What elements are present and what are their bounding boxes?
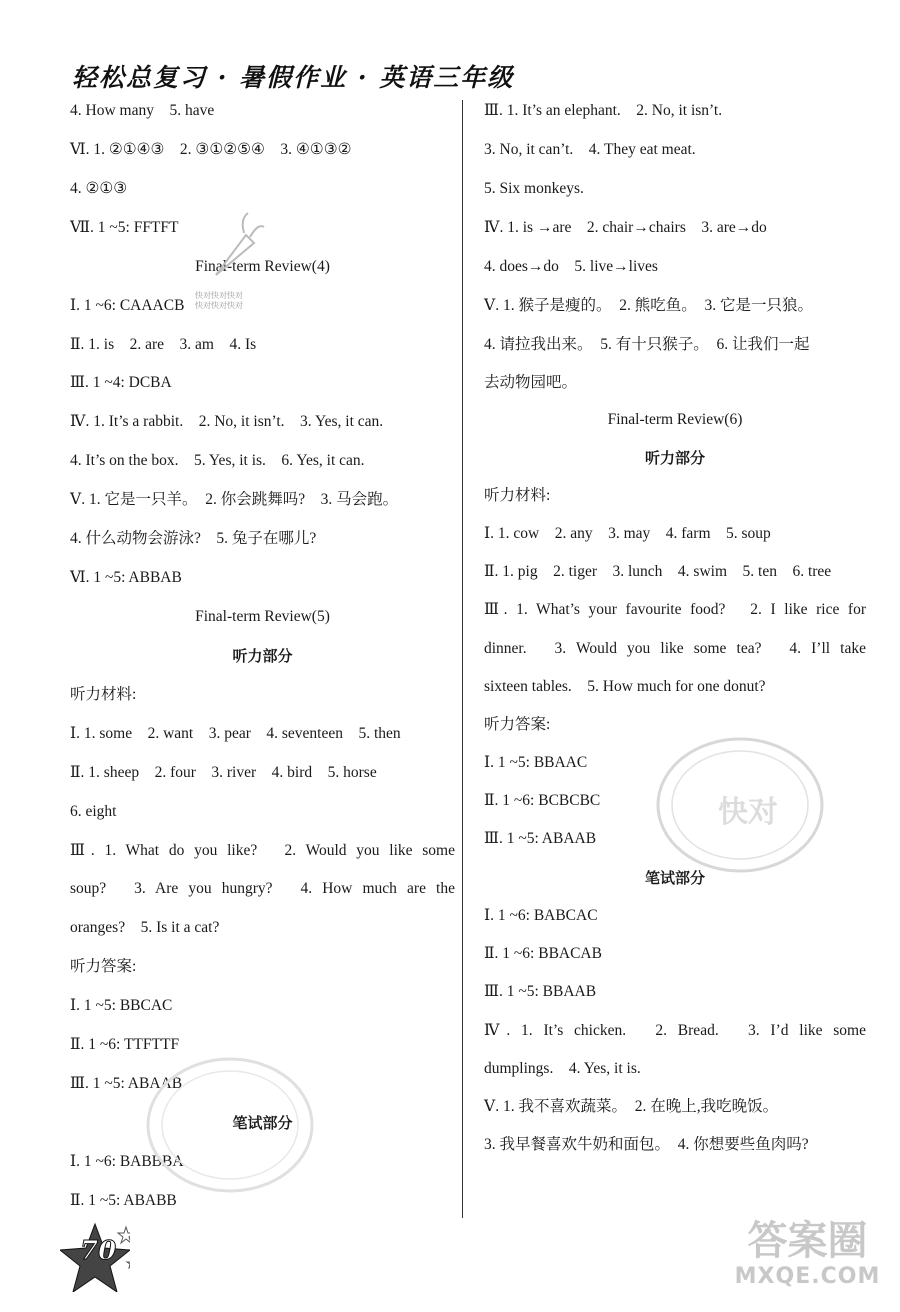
answer-line: Ⅲ. 1. It’s an elephant. 2. No, it isn’t. bbox=[484, 102, 723, 119]
svg-text:快对: 快对 bbox=[718, 795, 778, 830]
answer-line: oranges? 5. Is it a cat? bbox=[70, 919, 220, 936]
answer-line: dinner. 3. Would you like some tea? 4. I’ll take bbox=[484, 640, 866, 657]
answer-line: Ⅲ. 1. What’s your favourite food? 2. I like rice for bbox=[484, 601, 866, 618]
answer-line: Ⅰ. 1. some 2. want 3. pear 4. seventeen 5. then bbox=[70, 725, 401, 742]
answer-line: Ⅱ. 1 ~6: TTFTTF bbox=[70, 1036, 180, 1053]
answer-line: Ⅴ. 1. 它是一只羊。 2. 你会跳舞吗? 3. 马会跑。 bbox=[70, 491, 399, 508]
answer-line: Ⅱ. 1. is 2. are 3. am 4. Is bbox=[70, 336, 257, 353]
answer-line: 听力材料: bbox=[70, 686, 137, 703]
site-watermark: 答案圈 MXQE.COM bbox=[734, 1218, 881, 1289]
answer-line: Ⅱ. 1 ~6: BBACAB bbox=[484, 945, 602, 962]
subsection-heading: 听力部分 bbox=[644, 449, 705, 467]
answer-line: 听力答案: bbox=[484, 716, 551, 733]
answer-line: 4. 什么动物会游泳? 5. 兔子在哪儿? bbox=[70, 530, 317, 547]
answer-line: 6. eight bbox=[70, 803, 117, 820]
answer-line: Ⅴ. 1. 猴子是瘦的。 2. 熊吃鱼。 3. 它是一只狼。 bbox=[484, 297, 813, 314]
section-heading: Final-term Review(6) bbox=[607, 411, 743, 428]
answer-line: Ⅰ. 1 ~5: BBCAC bbox=[70, 997, 173, 1014]
answer-line: Ⅶ. 1 ~5: FFTFT bbox=[70, 219, 179, 236]
answer-line: 4. ②①③ bbox=[70, 180, 128, 197]
answer-line: Ⅰ. 1 ~6: CAAACB bbox=[70, 297, 185, 314]
answer-line: sixteen tables. 5. How much for one donut? bbox=[484, 678, 766, 695]
carrot-doodle-icon bbox=[196, 205, 266, 285]
kuaidui-stamp-icon bbox=[650, 730, 830, 880]
answer-line: Ⅲ. 1 ~5: ABAAB bbox=[484, 830, 597, 847]
faint-watermark-text: 快对快对快对 快对快对快对 bbox=[195, 291, 243, 310]
answer-line: Ⅲ. 1. What do you like? 2. Would you like some bbox=[70, 842, 455, 859]
answer-line: 4. 请拉我出来。 5. 有十只猴子。 6. 让我们一起 bbox=[484, 336, 810, 353]
answer-line: 听力答案: bbox=[70, 958, 137, 975]
answer-line: 4. How many 5. have bbox=[70, 102, 215, 119]
answer-line: 4. It’s on the box. 5. Yes, it is. 6. Yes, it can. bbox=[70, 452, 365, 469]
answer-line: Ⅵ. 1 ~5: ABBAB bbox=[70, 569, 182, 586]
section-heading: Final-term Review(4) bbox=[195, 258, 330, 275]
answer-line: soup? 3. Are you hungry? 4. How much are the bbox=[70, 880, 455, 897]
answer-line: Ⅱ. 1 ~6: BCBCBC bbox=[484, 792, 601, 809]
answer-line: Ⅰ. 1 ~6: BABBBA bbox=[70, 1153, 184, 1170]
answer-line: Ⅰ. 1 ~5: BBAAC bbox=[484, 754, 588, 771]
answer-line: 去动物园吧。 bbox=[484, 374, 578, 391]
subsection-heading: 听力部分 bbox=[232, 647, 293, 665]
answer-line: Ⅰ. 1 ~6: BABCAC bbox=[484, 907, 598, 924]
column-divider bbox=[462, 100, 463, 1218]
answer-line: Ⅵ. 1. ②①④③ 2. ③①②⑤④ 3. ④①③② bbox=[70, 141, 352, 158]
answer-line: Ⅰ. 1. cow 2. any 3. may 4. farm 5. soup bbox=[484, 525, 771, 542]
answer-line: Ⅳ. 1. is →are 2. chair→chairs 3. are→do bbox=[484, 219, 767, 236]
subsection-heading: 笔试部分 bbox=[232, 1114, 293, 1132]
answer-line: Ⅱ. 1 ~5: ABABB bbox=[70, 1192, 177, 1209]
page-number: 70 bbox=[80, 1236, 117, 1266]
kuaidui-stamp-icon bbox=[140, 1050, 320, 1200]
subsection-heading: 笔试部分 bbox=[644, 869, 705, 887]
answer-line: Ⅲ. 1 ~5: BBAAB bbox=[484, 983, 597, 1000]
answer-line: 听力材料: bbox=[484, 487, 551, 504]
answer-line: Ⅴ. 1. 我不喜欢蔬菜。 2. 在晚上,我吃晚饭。 bbox=[484, 1098, 779, 1115]
section-heading: Final-term Review(5) bbox=[195, 608, 330, 625]
page-header-title: 轻松总复习 · 暑假作业 · 英语三年级 bbox=[72, 63, 515, 92]
answer-line: dumplings. 4. Yes, it is. bbox=[484, 1060, 641, 1077]
answer-line: Ⅳ. 1. It’s a rabbit. 2. No, it isn’t. 3. Yes, it can. bbox=[70, 413, 384, 430]
answer-line: Ⅲ. 1 ~5: ABAAB bbox=[70, 1075, 183, 1092]
answer-line: 3. No, it can’t. 4. They eat meat. bbox=[484, 141, 696, 158]
answer-line: Ⅱ. 1. pig 2. tiger 3. lunch 4. swim 5. ten 6. tree bbox=[484, 563, 832, 580]
answer-line: 5. Six monkeys. bbox=[484, 180, 584, 197]
answer-line: 4. does→do 5. live→lives bbox=[484, 258, 658, 275]
answer-line: Ⅲ. 1 ~4: DCBA bbox=[70, 374, 172, 391]
answer-line: 3. 我早餐喜欢牛奶和面包。 4. 你想要些鱼肉吗? bbox=[484, 1136, 809, 1153]
answer-line: Ⅱ. 1. sheep 2. four 3. river 4. bird 5. horse bbox=[70, 764, 377, 781]
answer-line: Ⅳ. 1. It’s chicken. 2. Bread. 3. I’d like some bbox=[484, 1022, 866, 1039]
